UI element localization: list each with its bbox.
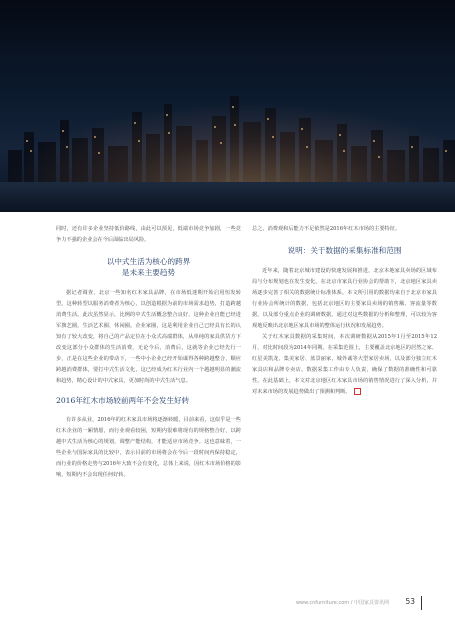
data-section-body-2-text: 关于红木家具数据的采集时间，本次调研数据从2015年1月至2015年12月，对比时间段为2014年同期。在采集范围上，主要覆盖北京地区的居然之家、红星美凯龙、集美家居、蓝景丽家、城外诚等大型家居卖场，以及部分独立红木家具店和品牌专卖店。数据采集工作由专人负责，确保了数据的准确性和可靠性。在此基础上，本文对北京地区红木家具市场的销售情况进行了深入分析，并对未来市场的发展趋势做出了预测和判断。	[252, 334, 437, 395]
section-heading-2016-market: 2016年红木市场较前两年不会发生好转	[56, 396, 190, 405]
lifestyle-section-body: 据记者调查，北京一些知名红木家具品牌，在市场低迷期开始启用恒发转型。这种转型以服务消费者为核心，以创造根据为前的市场需求趋势，打造跨越消费生活。此次虽然显示，比例的中式生活概念整合良好，这种企业自能已经进军旗艺圈，生活艺术圈、休闲圈。企业家圈，这是利用企业自己已经具有长的认知有了较大改变，将自己的产品定位在小众式高端群体，从单纯的家具供货方下改变这部分小众群体的生活消费，无论今后，消费后，这就等企业已经先行一步，正是在这些企业的带动下，一些中小企业已经开始谋得各种跨越整合，顺应跨越消费群体，要打中式生活文化，这已经成为红木行业内一个越越明显的潮流和趋势，精心设计的中式家具，更加时尚的中式生活气息。	[56, 290, 241, 384]
section-heading-data-standards: 说明：关于数据的采集标准和范围	[287, 246, 402, 255]
section-heading-line-1: 以中式生活为核心的跨界	[106, 257, 191, 266]
right-intro-paragraph: 总之，消费观和后能力不足依然是2016年红木市场的主要特征。	[252, 226, 401, 232]
end-of-article-icon	[354, 388, 361, 395]
left-column	[56, 224, 241, 481]
waterfront	[0, 182, 455, 212]
right-column	[252, 224, 437, 398]
page-number: 53	[405, 597, 415, 606]
page-number-rule	[421, 596, 422, 610]
data-section-body-1: 近年来，随着北京城市建设的快速发展和推进，北京本地家具卖场的区域布局与分布规划也在发生变化。在北京市家具行业协会的帮助下，北京地区家具卖场逐步完善了相关的数据统计标准体系。本文所引用的数据均来自于北京市家具行业协会所统计的数据，包括北京地区的主要家具卖场的销售额、客流量等数据，以及部分重点企业的调研数据。通过对这些数据的分析和整理，可以较为客观地反映出北京地区家具市场的整体运行状况和发展趋势。	[252, 268, 437, 329]
section-heading-line-2: 是未来主要趋势	[121, 268, 176, 277]
data-section-body-2	[252, 332, 437, 398]
section-heading-chinese-lifestyle	[56, 256, 241, 278]
header-photo	[0, 0, 455, 212]
market-section-body: 有许多从业，2016年的红木家具市场将逐渐转暖，目前来看，这似乎是一些红木企业的一厢情愿，而行业观看较困，短期内很难将现有的规格整合好，以跨越中式生活为核心的规划，调整产能结构，才能适应市场竞争。这也意味着，一些企业与国际家具的比较中，表示目前的市场将会在今后一段时间内保持稳定，而行业的价格走势与2016年大致不会有变化，总体上来说，因红木市场价格的影响，短期内不会出现任何好转。	[56, 417, 241, 478]
left-intro-paragraph: 同时，还有许多企业坚持低价路线，由此可以预见，低端市场竞争加剧，一些竞争力不强的企业会在今后面临出局风险。	[56, 226, 241, 243]
footer-url: www.cnfurniture.com / 中国家具资讯网	[295, 600, 389, 606]
page-footer	[0, 596, 455, 612]
city-glow	[0, 102, 455, 192]
